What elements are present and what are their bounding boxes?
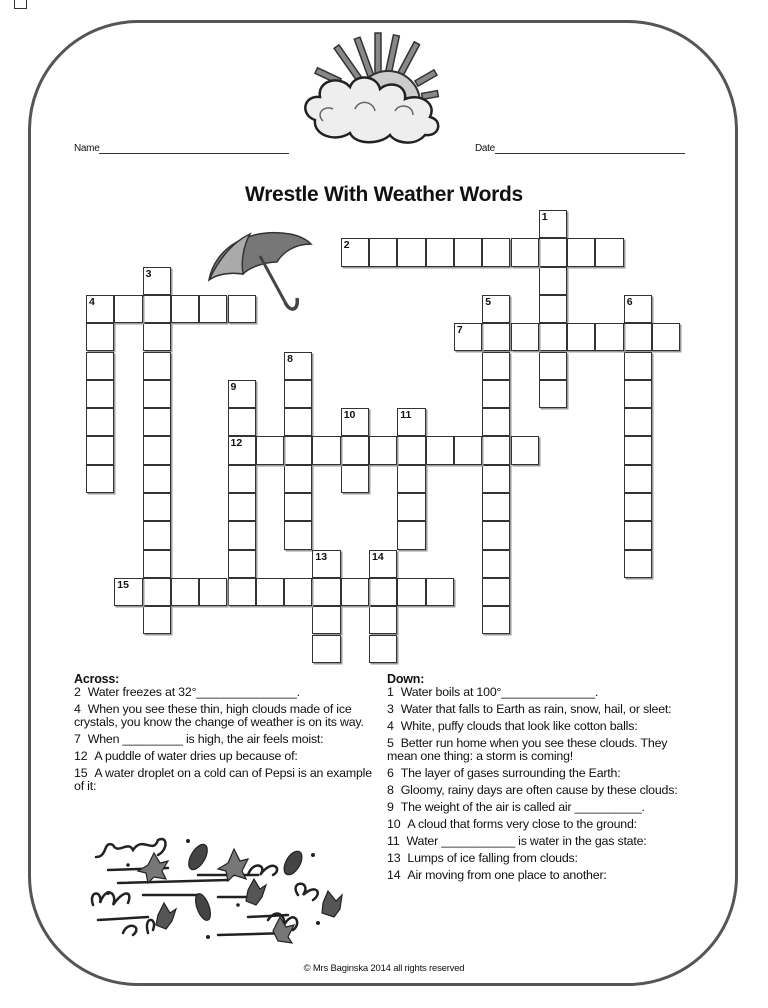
- crossword-cell[interactable]: [397, 408, 425, 436]
- clue-text: A puddle of water dries up because of:: [94, 749, 298, 763]
- down-clue: [387, 767, 692, 780]
- down-heading: Down:: [387, 672, 425, 686]
- copyright-text: © Mrs Baginska 2014 all rights reserved: [303, 963, 465, 974]
- clue-number: 1: [387, 685, 394, 699]
- crossword-cell[interactable]: [369, 550, 397, 578]
- crossword-cell[interactable]: [397, 493, 425, 521]
- crossword-cell[interactable]: [482, 295, 510, 323]
- clue-number: 13: [315, 550, 328, 563]
- clue-text: Water freezes at 32°_______________.: [87, 685, 300, 699]
- crossword-cell[interactable]: [426, 578, 454, 606]
- crossword-cell[interactable]: [143, 267, 171, 295]
- crossword-cell[interactable]: [624, 436, 652, 464]
- leaves-illustration: [88, 835, 360, 945]
- clue-number: 6: [387, 766, 394, 780]
- corner-mark: [14, 0, 27, 9]
- crossword-cell[interactable]: [143, 578, 171, 606]
- crossword-cell[interactable]: [86, 380, 114, 408]
- crossword-cell[interactable]: [86, 436, 114, 464]
- crossword-cell[interactable]: [482, 408, 510, 436]
- crossword-cell[interactable]: [171, 295, 199, 323]
- crossword-cell[interactable]: [312, 550, 340, 578]
- crossword-cell[interactable]: [228, 408, 256, 436]
- crossword-cell[interactable]: [284, 521, 312, 549]
- down-clue: [387, 818, 692, 831]
- clue-text: When _________ is high, the air feels moist:: [87, 732, 324, 746]
- clue-number: 13: [387, 851, 401, 865]
- clue-number: 7: [74, 732, 81, 746]
- clue-number: 14: [372, 550, 384, 563]
- down-clue: [387, 737, 692, 763]
- clue-number: 2: [343, 239, 350, 252]
- clue-number: 10: [387, 817, 401, 831]
- crossword-cell[interactable]: [143, 295, 171, 323]
- sun-cloud-illustration: [295, 25, 475, 145]
- clue-number: 4: [89, 295, 95, 308]
- crossword-cell[interactable]: [143, 493, 171, 521]
- clue-number: 6: [626, 295, 633, 308]
- crossword-cell[interactable]: [511, 436, 539, 464]
- clue-number: 11: [387, 834, 400, 848]
- crossword-cell[interactable]: [199, 295, 227, 323]
- crossword-cell[interactable]: [482, 352, 510, 380]
- crossword-cell[interactable]: [369, 238, 397, 266]
- crossword-cell[interactable]: [539, 380, 567, 408]
- crossword-cell[interactable]: [341, 408, 369, 436]
- crossword-cell[interactable]: [624, 408, 652, 436]
- down-clue: [387, 852, 692, 865]
- crossword-cell[interactable]: [567, 238, 595, 266]
- crossword-cell[interactable]: [454, 436, 482, 464]
- name-line[interactable]: [99, 144, 289, 154]
- crossword-cell[interactable]: [482, 465, 510, 493]
- clue-number: 3: [145, 267, 152, 280]
- down-clue: [387, 869, 692, 882]
- clue-text: A cloud that forms very close to the ground:: [407, 817, 637, 831]
- crossword-cell[interactable]: [143, 408, 171, 436]
- across-heading: Across:: [74, 672, 120, 686]
- crossword-cell[interactable]: [143, 323, 171, 351]
- crossword-cell[interactable]: [482, 606, 510, 634]
- crossword-cell[interactable]: [86, 295, 114, 323]
- crossword-cell[interactable]: [199, 578, 227, 606]
- crossword-cell[interactable]: [143, 352, 171, 380]
- crossword-cell[interactable]: [426, 238, 454, 266]
- crossword-cell[interactable]: [341, 465, 369, 493]
- crossword-cell[interactable]: [284, 352, 312, 380]
- crossword-cell[interactable]: [482, 238, 510, 266]
- crossword-cell[interactable]: [369, 436, 397, 464]
- crossword-cell[interactable]: [624, 295, 652, 323]
- crossword-cell[interactable]: [595, 323, 623, 351]
- crossword-cell[interactable]: [312, 436, 340, 464]
- crossword-cell[interactable]: [86, 323, 114, 351]
- crossword-cell[interactable]: [595, 238, 623, 266]
- crossword-cell[interactable]: [482, 380, 510, 408]
- name-field[interactable]: [74, 143, 289, 154]
- clue-number: 10: [343, 409, 356, 422]
- crossword-cell[interactable]: [256, 436, 284, 464]
- crossword-cell[interactable]: [228, 493, 256, 521]
- crossword-cell[interactable]: [228, 380, 256, 408]
- crossword-cell[interactable]: [397, 465, 425, 493]
- down-clue: [387, 784, 692, 797]
- name-label: Name: [74, 143, 100, 154]
- crossword-cell[interactable]: [143, 465, 171, 493]
- crossword-cell[interactable]: [86, 408, 114, 436]
- crossword-cell[interactable]: [228, 578, 256, 606]
- crossword-cell[interactable]: [454, 323, 482, 351]
- crossword-cell[interactable]: [143, 380, 171, 408]
- clue-number: 8: [287, 352, 293, 365]
- crossword-cell[interactable]: [624, 550, 652, 578]
- crossword-cell[interactable]: [539, 210, 567, 238]
- across-clue: [74, 703, 374, 729]
- crossword-cell[interactable]: [539, 238, 567, 266]
- clue-number: 15: [74, 766, 88, 780]
- page-title: Wrestle With Weather Words: [245, 183, 523, 206]
- crossword-cell[interactable]: [143, 436, 171, 464]
- crossword-cell[interactable]: [397, 436, 425, 464]
- date-label: Date: [475, 143, 495, 154]
- clue-number: 8: [387, 783, 394, 797]
- crossword-cell[interactable]: [539, 323, 567, 351]
- across-clue: [74, 767, 374, 793]
- crossword-cell[interactable]: [284, 408, 312, 436]
- crossword-cell[interactable]: [284, 436, 312, 464]
- clue-text: Water ___________ is water in the gas state:: [406, 834, 647, 848]
- crossword-cell[interactable]: [511, 238, 539, 266]
- crossword-cell[interactable]: [369, 606, 397, 634]
- crossword-cell[interactable]: [369, 578, 397, 606]
- crossword-cell[interactable]: [652, 323, 680, 351]
- clue-text: Gloomy, rainy days are often cause by these clouds:: [400, 783, 678, 797]
- crossword-cell[interactable]: [567, 323, 595, 351]
- crossword-cell[interactable]: [312, 606, 340, 634]
- clue-number: 9: [387, 800, 394, 814]
- clue-number: 12: [230, 437, 243, 450]
- clue-text: Better run home when you see these clouds. They mean one thing: a storm is coming!: [387, 736, 668, 763]
- crossword-cell[interactable]: [426, 436, 454, 464]
- crossword-cell[interactable]: [397, 578, 425, 606]
- crossword-cell[interactable]: [482, 323, 510, 351]
- crossword-cell[interactable]: [482, 521, 510, 549]
- down-clue: [387, 720, 692, 733]
- down-clue: [387, 801, 692, 814]
- crossword-cell[interactable]: [624, 521, 652, 549]
- crossword-cell[interactable]: [482, 493, 510, 521]
- crossword-cell[interactable]: [228, 521, 256, 549]
- crossword-cell[interactable]: [341, 578, 369, 606]
- crossword-cell[interactable]: [143, 550, 171, 578]
- crossword-cell[interactable]: [114, 578, 142, 606]
- clue-text: Lumps of ice falling from clouds:: [407, 851, 578, 865]
- down-clue: [387, 686, 692, 699]
- crossword-cell[interactable]: [284, 493, 312, 521]
- clue-number: 9: [230, 380, 237, 393]
- crossword-cell[interactable]: [624, 493, 652, 521]
- down-clue: [387, 703, 692, 716]
- crossword-cell[interactable]: [511, 323, 539, 351]
- clue-text: White, puffy clouds that look like cotton balls:: [400, 719, 638, 733]
- crossword-cell[interactable]: [86, 465, 114, 493]
- down-clues: [387, 673, 692, 886]
- crossword-cell[interactable]: [114, 295, 142, 323]
- crossword-cell[interactable]: [397, 521, 425, 549]
- crossword-cell[interactable]: [284, 578, 312, 606]
- crossword-cell[interactable]: [143, 521, 171, 549]
- crossword-cell[interactable]: [341, 238, 369, 266]
- crossword-cell[interactable]: [228, 550, 256, 578]
- crossword-cell[interactable]: [539, 267, 567, 295]
- crossword-cell[interactable]: [312, 578, 340, 606]
- clue-number: 5: [485, 295, 492, 308]
- crossword-cell[interactable]: [539, 295, 567, 323]
- clue-number: 5: [387, 736, 394, 750]
- across-clue: [74, 750, 374, 763]
- crossword-cell[interactable]: [539, 352, 567, 380]
- across-clue: [74, 686, 374, 699]
- crossword-cell[interactable]: [454, 238, 482, 266]
- crossword-cell[interactable]: [369, 635, 397, 663]
- clue-number: 3: [387, 702, 394, 716]
- clue-number: 4: [387, 719, 394, 733]
- crossword-cell[interactable]: [624, 380, 652, 408]
- clue-number: 11: [400, 409, 412, 422]
- date-field[interactable]: [475, 143, 685, 154]
- clue-text: Water boils at 100°______________.: [400, 685, 599, 699]
- across-clues: [74, 673, 374, 797]
- crossword-cell[interactable]: [482, 436, 510, 464]
- clue-number: 14: [387, 868, 401, 882]
- crossword-cell[interactable]: [171, 578, 199, 606]
- clue-text: The weight of the air is called air __________.: [400, 800, 645, 814]
- date-line[interactable]: [495, 144, 685, 154]
- clue-number: 15: [117, 578, 129, 591]
- crossword-cell[interactable]: [624, 323, 652, 351]
- across-clue: [74, 733, 374, 746]
- crossword-cell[interactable]: [482, 550, 510, 578]
- clue-text: The layer of gases surrounding the Earth:: [400, 766, 621, 780]
- crossword-cell[interactable]: [284, 465, 312, 493]
- clue-text: Water that falls to Earth as rain, snow, hail, or sleet:: [400, 702, 672, 716]
- crossword-cell[interactable]: [228, 295, 256, 323]
- crossword-cell[interactable]: [86, 352, 114, 380]
- clue-text: When you see these thin, high clouds made of ice crystals, you know the change of weather is on its way.: [74, 702, 364, 729]
- crossword-cell[interactable]: [341, 436, 369, 464]
- clue-number: 12: [74, 749, 88, 763]
- crossword-cell[interactable]: [143, 606, 171, 634]
- crossword-cell[interactable]: [624, 465, 652, 493]
- clue-text: Air moving from one place to another:: [407, 868, 607, 882]
- clue-text: A water droplet on a cold can of Pepsi is an example of it:: [74, 766, 372, 793]
- crossword-cell[interactable]: [312, 635, 340, 663]
- down-clue: [387, 835, 692, 848]
- clue-number: 2: [74, 685, 81, 699]
- clue-number: 4: [74, 702, 81, 716]
- crossword-cell[interactable]: [228, 436, 256, 464]
- crossword-cell[interactable]: [228, 465, 256, 493]
- crossword-cell[interactable]: [284, 380, 312, 408]
- crossword-cell[interactable]: [256, 578, 284, 606]
- crossword-cell[interactable]: [624, 352, 652, 380]
- clue-number: 1: [541, 211, 548, 223]
- crossword-cell[interactable]: [482, 578, 510, 606]
- crossword-cell[interactable]: [397, 238, 425, 266]
- clue-number: 7: [456, 324, 463, 337]
